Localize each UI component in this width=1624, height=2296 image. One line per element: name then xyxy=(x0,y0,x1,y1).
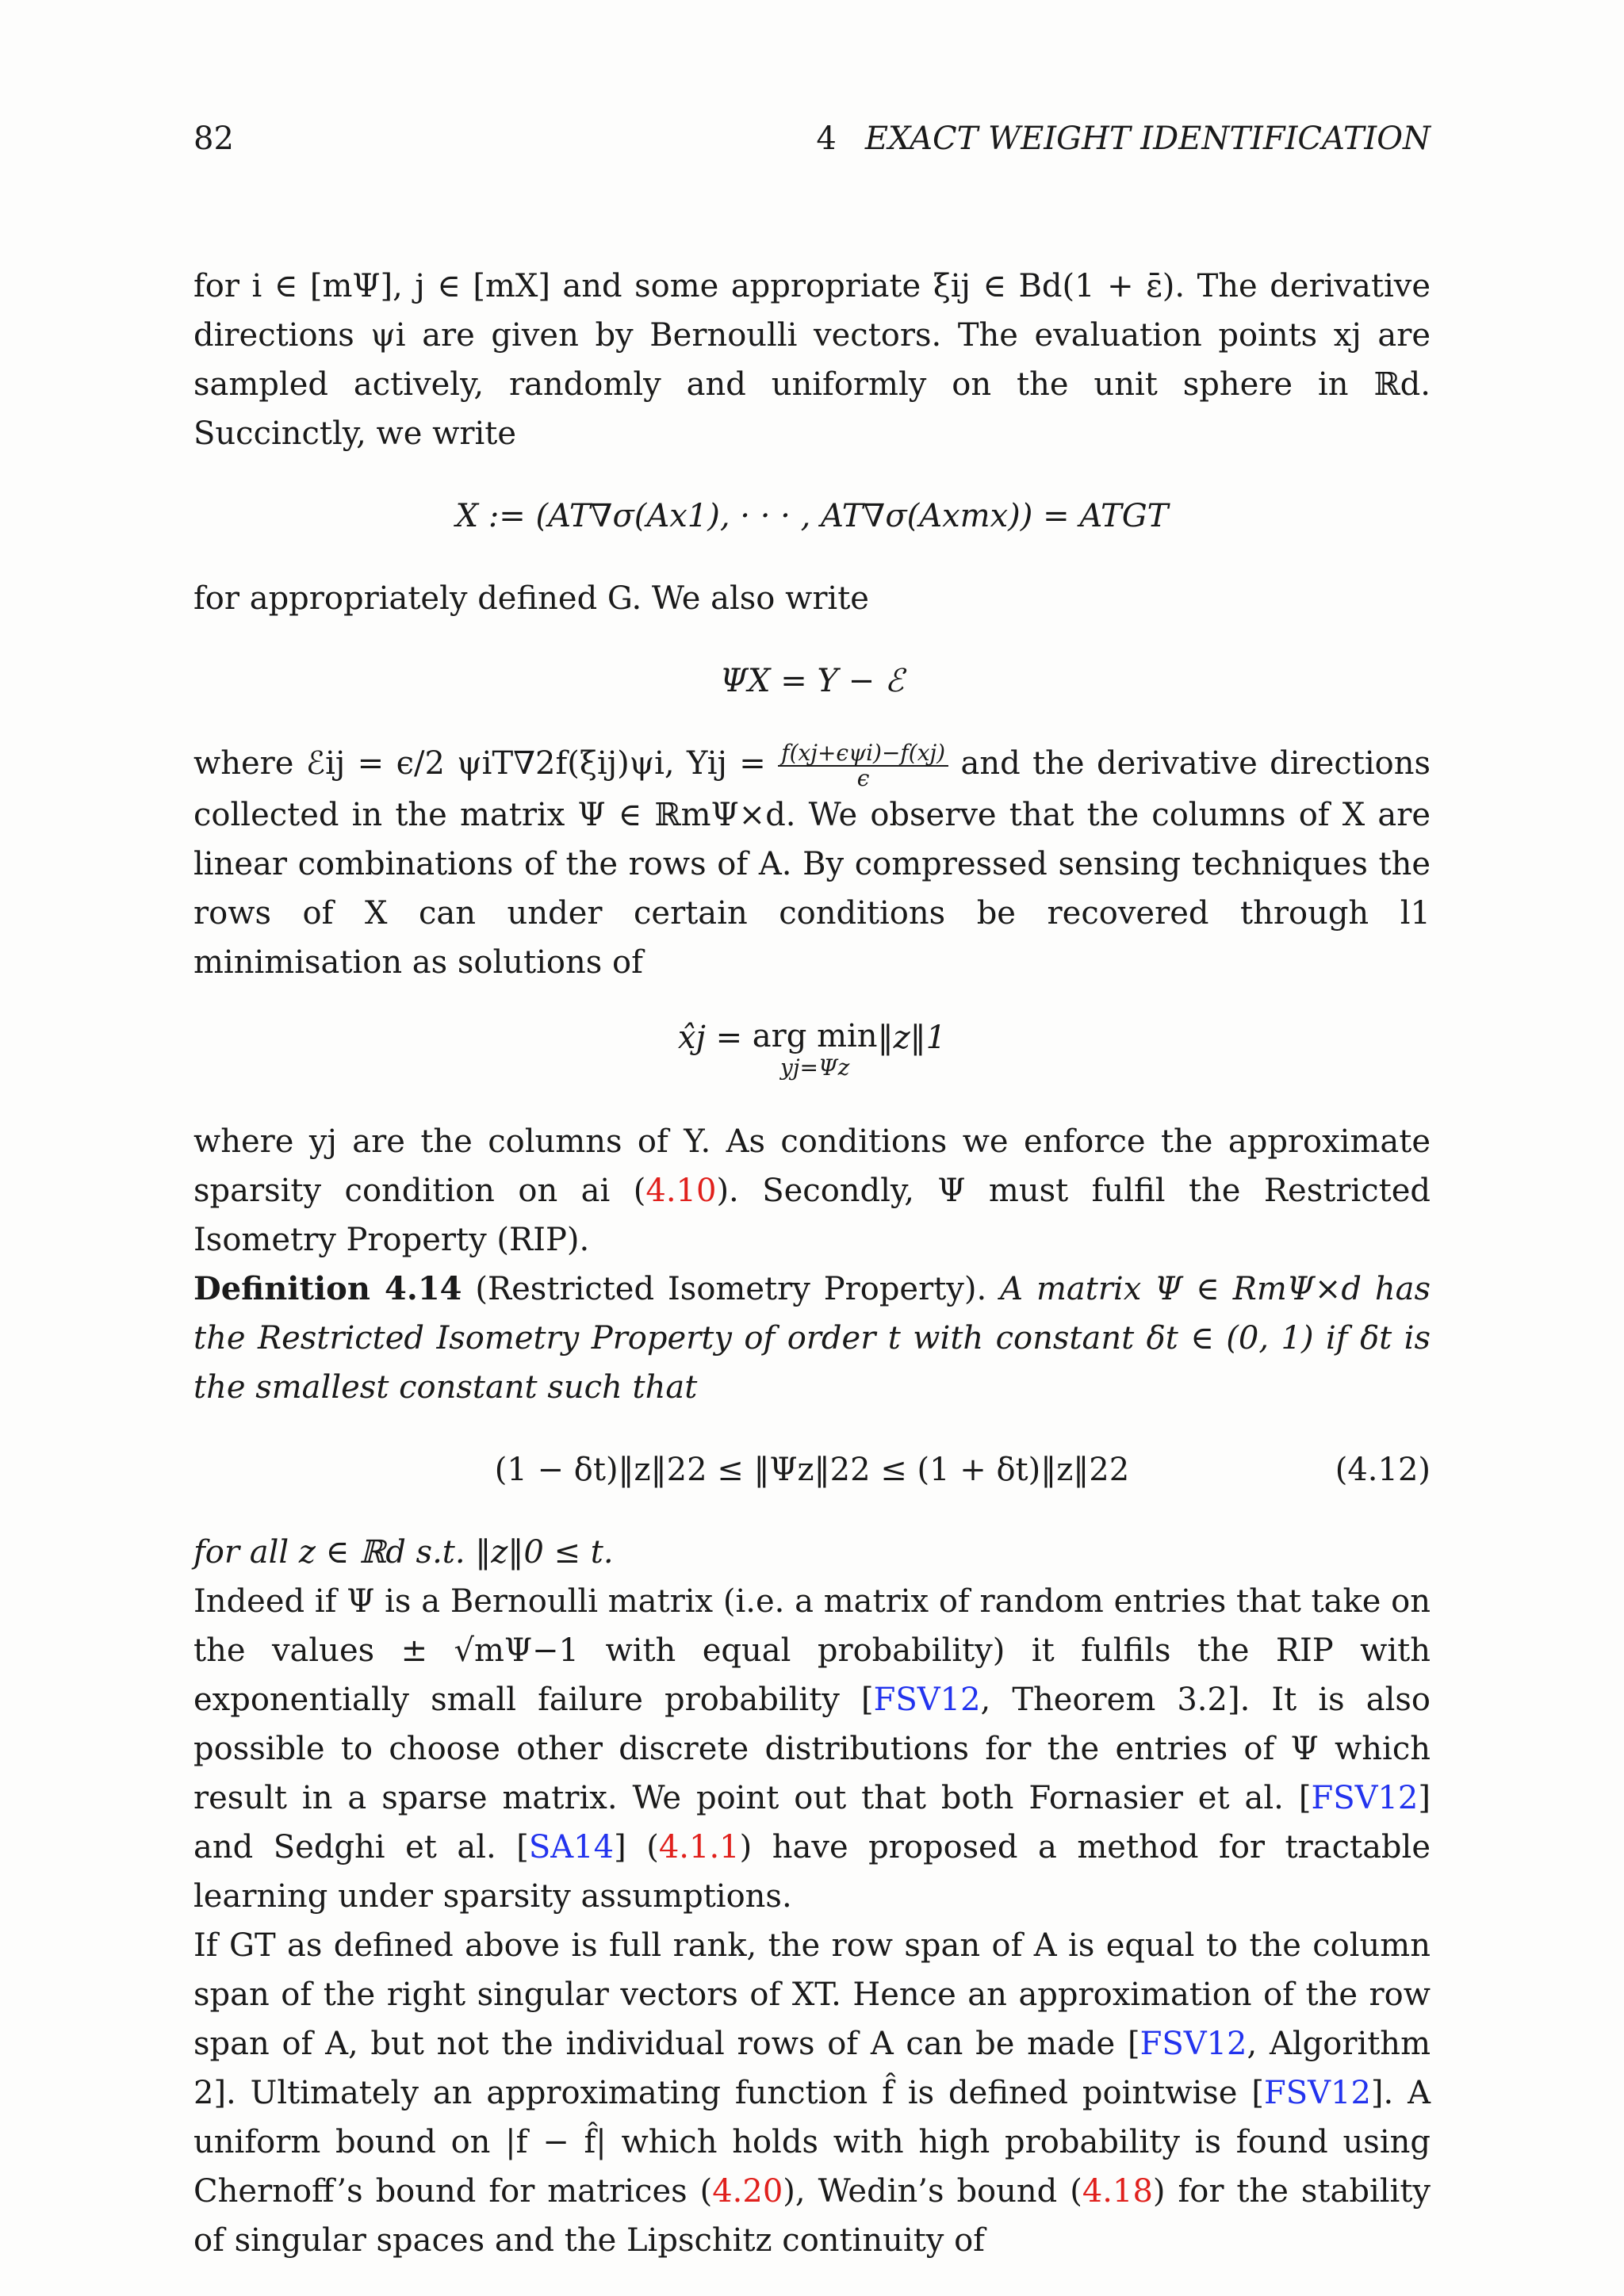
page-number: 82 xyxy=(193,121,234,157)
paragraph-5-part-6: ) have proposed a method for tractable learning under sparsity assumptions. xyxy=(193,1829,1431,1915)
argmin-constraint: yj=Ψz xyxy=(780,1054,850,1081)
paragraph-1: for i ∈ [mΨ], j ∈ [mX] and some appropriate ξij ∈ Bd(1 + ε̄). The derivative directions ψi are given by Bernoulli vectors. The evaluation points xj are sampled actively, randomly and uniformly on the unit sphere in ℝd. Succinctly, we write xyxy=(193,268,1431,452)
paragraph-5-part-4: ] and Sedghi et al. [ xyxy=(193,1780,1431,1866)
paragraph-5-line-1: Indeed if Ψ is a Bernoulli matrix (i.e. a matrix of random entries that take on the values xyxy=(193,1583,1431,1669)
definition-tail: for all z ∈ ℝd s.t. ‖z‖0 ≤ t. xyxy=(193,1534,614,1571)
paragraph-4 xyxy=(193,1117,1431,1265)
fraction-numerator: f(xj+ϵψi)−f(xj) xyxy=(778,741,948,767)
citation-fsv12[interactable]: FSV12 xyxy=(1311,1780,1419,1816)
equation-argmin xyxy=(193,1020,1431,1084)
equation-number-4-12: (4.12) xyxy=(1335,1452,1431,1488)
paragraph-6-part-1: If GT as defined above is full rank, the row span of A is equal to the column span of the right singular vectors of XT. Hence an approximation of the row span of A, but not the individual rows of A can be made [ xyxy=(193,1927,1431,2062)
paragraph-5 xyxy=(193,1577,1431,1921)
paragraph-2: for appropriately defined G. We also write xyxy=(193,580,869,617)
fraction-y-ij xyxy=(778,741,948,790)
paragraph-6-part-2: , Algorithm 2]. Ultimately an approximating function f̂ is defined pointwise [ xyxy=(193,2026,1431,2111)
paragraph-3 xyxy=(193,739,1431,987)
paragraph-5-part-5: ] ( xyxy=(614,1829,659,1866)
equation-rip xyxy=(193,1445,1431,1494)
argmin-lhs: x̂j = xyxy=(677,1020,753,1056)
paragraph-3-end: and the derivative directions collected in the matrix Ψ ∈ ℝmΨ×d. We observe that the columns of X are linear combinations of the rows of A. By compressed sensing techniques the rows of X can under certain conditions be recovered through l1 minimisation as solutions of xyxy=(193,745,1431,981)
citation-fsv12[interactable]: FSV12 xyxy=(1263,2075,1371,2111)
paragraph-5-part-3: , Theorem 3.2]. It is also possible to choose other discrete distributions for the entries of Ψ which result in a sparse matrix. We point out that both Fornasier et al. [ xyxy=(193,1682,1431,1816)
citation-fsv12[interactable]: FSV12 xyxy=(873,1682,981,1718)
equation-psi-x: ΨX = Y − ℰ xyxy=(719,663,905,699)
paragraph-4-end: ). Secondly, Ψ must fulfil the Restricted Isometry Property (RIP). xyxy=(193,1173,1431,1258)
argmin-label: arg min xyxy=(752,1018,878,1054)
definition-text: A matrix Ψ ∈ RmΨ×d has the Restricted Isometry Property of order t with constant δt ∈ (0, 1) if δt is the smallest constant such that xyxy=(193,1271,1431,1406)
rip-inequality: (1 − δt)‖z‖22 ≤ ‖Ψz‖22 ≤ (1 + δt)‖z‖22 xyxy=(494,1452,1130,1488)
paragraph-4-start: where yj are the columns of Y. As conditions we enforce the approximate sparsity condition on ai ( xyxy=(193,1123,1431,1209)
chapter-number: 4 xyxy=(816,121,837,157)
paragraph-6-part-3: ]. A uniform bound on |f − f̂| which holds with high probability is found using Chernoff’s bound for matrices ( xyxy=(193,2075,1431,2210)
definition-name: (Restricted Isometry Property). xyxy=(475,1271,987,1307)
ref-equation-4-20[interactable]: 4.20 xyxy=(712,2173,783,2210)
chapter-title: EXACT WEIGHT IDENTIFICATION xyxy=(864,121,1431,157)
paragraph-6 xyxy=(193,1921,1431,2265)
argmin-operator xyxy=(753,1020,878,1084)
citation-fsv12[interactable]: FSV12 xyxy=(1139,2026,1247,2062)
ref-section-4-1-1[interactable]: 4.1.1 xyxy=(658,1829,740,1866)
running-header xyxy=(193,121,1431,165)
definition-label: Definition 4.14 xyxy=(193,1270,462,1307)
body-text xyxy=(193,262,1431,2265)
ref-equation-4-10[interactable]: 4.10 xyxy=(645,1173,717,1209)
chapter-heading xyxy=(816,121,1431,157)
paragraph-6-part-5: ) for the stability of singular spaces and the Lipschitz continuity of xyxy=(193,2173,1431,2259)
equation-x-definition: X := (AT∇σ(Ax1), · · · , AT∇σ(Axmx)) = ATGT xyxy=(455,498,1169,534)
citation-sa14[interactable]: SA14 xyxy=(528,1829,615,1866)
paragraph-5-part-2: ± √mΨ−1 with equal probability) it fulfils the RIP with exponentially small failure probability [ xyxy=(193,1632,1431,1718)
definition-4-14 xyxy=(193,1265,1431,1412)
paragraph-6-part-4: ), Wedin’s bound ( xyxy=(783,2173,1082,2210)
fraction-denominator: ϵ xyxy=(856,765,870,791)
paragraph-3-start: where ℰij = ϵ/2 ψiT∇2f(ξij)ψi, Yij = xyxy=(193,745,766,782)
ref-equation-4-18[interactable]: 4.18 xyxy=(1082,2173,1153,2210)
argmin-rhs: ‖z‖1 xyxy=(877,1020,947,1056)
